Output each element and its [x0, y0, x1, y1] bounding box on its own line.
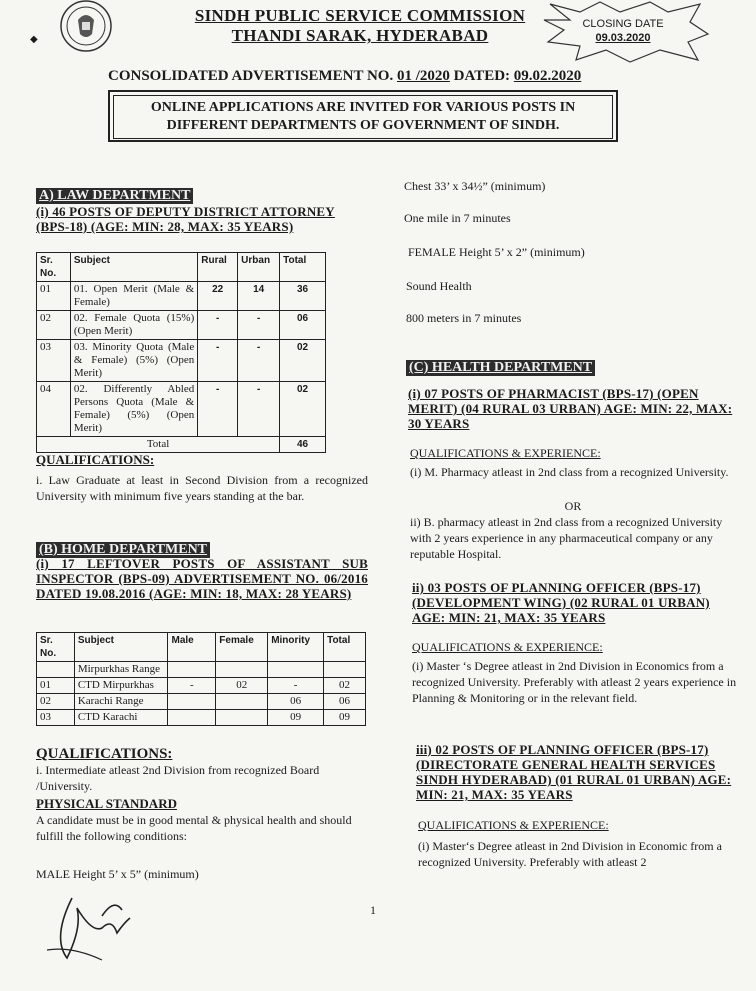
health-dept-label: (C) HEALTH DEPARTMENT — [406, 360, 595, 376]
home-qualifications-text: i. Intermediate atleast 2nd Division from recognized Board /University. — [36, 763, 320, 793]
col-rural: Rural — [198, 253, 238, 282]
table-row: 02 Karachi Range 06 06 — [37, 694, 366, 710]
planning-qual-2: (i) Master‘s Degree atleast in 2nd Division in Economic from a recognized University. Preferably with atleast 2 — [418, 839, 722, 869]
org-name: SINDH PUBLIC SERVICE COMMISSION — [194, 6, 526, 25]
table-row: 03 03. Minority Quota (Male & Female) (5%) (Open Merit) - - 02 — [37, 340, 326, 382]
col-subject: Subject — [70, 253, 197, 282]
law-post-line-1: (i) 46 POSTS OF DEPUTY DISTRICT ATTORNEY — [36, 204, 335, 219]
pharmacist-qe-heading: QUALIFICATIONS & EXPERIENCE: — [410, 446, 601, 460]
sound-health-text: Sound Health — [406, 279, 472, 293]
physical-standard-text: A candidate must be in good mental & physical health and should fulfill the following conditions: — [36, 813, 352, 843]
law-post-title — [36, 204, 366, 234]
table-row: 01 01. Open Merit (Male & Female) 22 14 36 — [37, 282, 326, 311]
planning-qual-1: (i) Master ‘s Degree atleast in 2nd Division in Economics from a recognized University. Preferably with atleast 2 years experience in Planning & Monitoring or in the relevant field. — [412, 659, 737, 705]
margin-mark: ◆ — [30, 34, 38, 45]
col-urban: Urban — [238, 253, 280, 282]
table-row: 04 02. Differently Abled Persons Quota (Male & Female) (5%) (Open Merit) - - 02 — [37, 382, 326, 437]
spsc-logo-seal — [58, 0, 114, 56]
adv-dated-label: DATED: — [453, 68, 511, 84]
col-female: Female — [216, 633, 268, 662]
page-number: 1 — [370, 903, 376, 917]
home-table-header — [37, 633, 366, 662]
col-minority: Minority — [268, 633, 324, 662]
home-posts-table — [36, 632, 366, 726]
pharmacist-qual-1: (i) M. Pharmacy atleast in 2nd class from a recognized University. — [410, 465, 729, 479]
home-dept-label: (B) HOME DEPARTMENT — [36, 542, 210, 558]
adv-prefix: CONSOLIDATED ADVERTISEMENT NO. — [108, 68, 394, 84]
banner-line-2: DIFFERENT DEPARTMENTS OF GOVERNMENT OF SINDH. — [166, 118, 560, 133]
planning-qe-heading-1: QUALIFICATIONS & EXPERIENCE: — [412, 640, 603, 654]
law-dept-label: A) LAW DEPARTMENT — [36, 188, 193, 204]
law-dept-heading — [36, 186, 193, 204]
signature — [42, 888, 152, 968]
org-address: THANDI SARAK, HYDERABAD — [231, 26, 489, 45]
law-qualifications-text: i. Law Graduate at least in Second Division from a recognized University with minimum five years standing at the bar. — [36, 473, 368, 503]
col-sr: Sr. No. — [37, 633, 75, 662]
adv-number: 01 /2020 — [396, 68, 450, 84]
table-total-row: Total 46 — [37, 437, 326, 453]
col-total: Total — [280, 253, 326, 282]
col-total: Total — [324, 633, 366, 662]
chest-text: Chest 33’ x 34½” (minimum) — [404, 179, 546, 193]
planning-officer-post-title-1: ii) 03 POSTS OF PLANNING OFFICER (BPS-17)(DEVELOPMENT WING) (02 RURAL 01 URBAN) AGE: MIN: 21, MAX: 35 YEARS — [412, 580, 710, 625]
banner-text — [113, 95, 613, 139]
mile-text: One mile in 7 minutes — [404, 211, 511, 225]
home-post-title: (i) 17 LEFTOVER POSTS OF ASSISTANT SUB INSPECTOR (BPS-09) ADVERTISEMENT NO. 06/2016 DATED 19.08.2016 (AGE: MIN: 18, MAX: 28 YEARS) — [36, 556, 368, 601]
banner-box — [108, 90, 618, 142]
law-qualifications-heading: QUALIFICATIONS: — [36, 452, 155, 467]
banner-line-1: ONLINE APPLICATIONS ARE INVITED FOR VARIOUS POSTS IN — [150, 100, 576, 115]
advertisement-line — [108, 68, 628, 85]
adv-date: 09.02.2020 — [513, 68, 582, 84]
physical-standard-heading: PHYSICAL STANDARD — [36, 796, 177, 811]
law-table-header — [37, 253, 326, 282]
col-subject: Subject — [74, 633, 168, 662]
closing-date-value: 09.03.2020 — [595, 32, 651, 44]
law-post-line-2: (BPS-18) (AGE: MIN: 28, MAX: 35 YEARS) — [36, 219, 294, 234]
or-text: OR — [564, 499, 582, 513]
male-height-text: MALE Height 5’ x 5” (minimum) — [36, 867, 199, 881]
table-row: 02 02. Female Quota (15%) (Open Merit) - - 06 — [37, 311, 326, 340]
home-qualifications-heading: QUALIFICATIONS: — [36, 746, 173, 762]
table-row: 01 CTD Mirpurkhas - 02 - 02 — [37, 678, 366, 694]
pharmacist-qual-2: ii) B. pharmacy atleast in 2nd class from a recognized University with 2 years experience in any pharmaceutical company or any reputable Hospital. — [410, 515, 723, 561]
col-male: Male — [168, 633, 216, 662]
table-row: 03 CTD Karachi 09 09 — [37, 710, 366, 726]
law-posts-table — [36, 252, 326, 453]
col-sr: Sr. No. — [37, 253, 71, 282]
closing-date-label: CLOSING DATE — [582, 18, 664, 30]
meters-text: 800 meters in 7 minutes — [406, 311, 522, 325]
female-height-text: FEMALE Height 5’ x 2” (minimum) — [408, 245, 585, 259]
health-dept-heading — [406, 358, 595, 376]
pharmacist-post-title: (i) 07 POSTS OF PHARMACIST (BPS-17) (OPEN MERIT) (04 RURAL 03 URBAN) AGE: MIN: 22, MAX: 30 YEARS — [408, 386, 733, 431]
planning-officer-post-title-2: iii) 02 POSTS OF PLANNING OFFICER (BPS-17) (DIRECTORATE GENERAL HEALTH SERVICES SINDH HYDERABAD) (01 RURAL 01 URBAN) AGE: MIN: 21, MAX: 35 YEARS — [416, 742, 732, 802]
planning-qe-heading-2: QUALIFICATIONS & EXPERIENCE: — [418, 818, 609, 832]
range-row: Mirpurkhas Range — [37, 662, 366, 678]
